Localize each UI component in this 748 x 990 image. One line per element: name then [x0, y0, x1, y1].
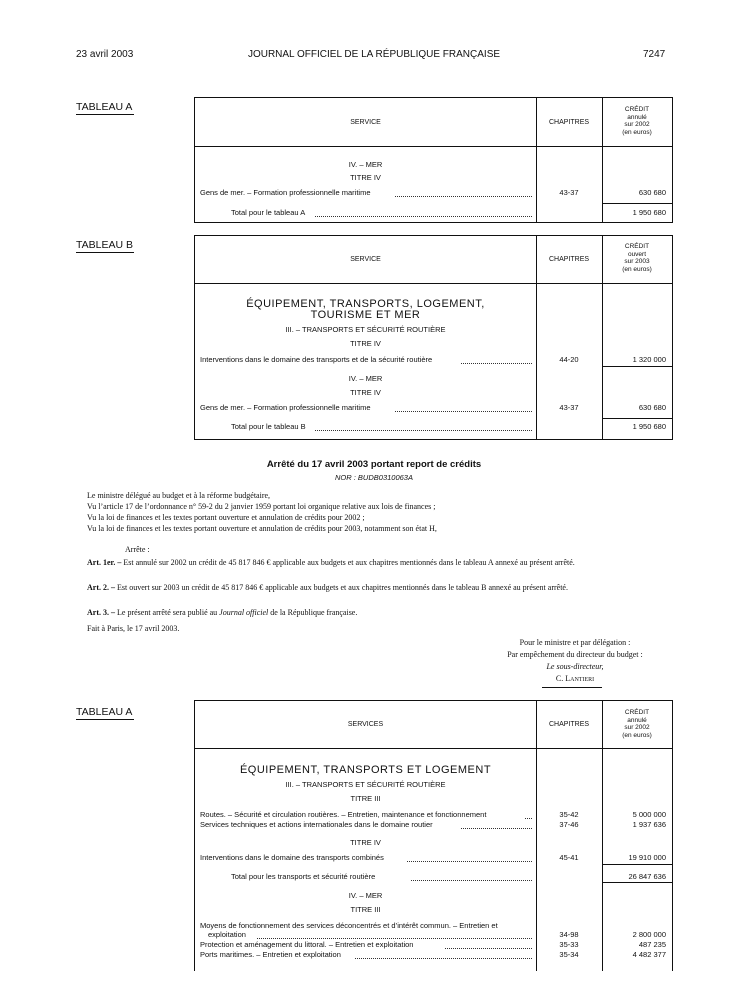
row-value: 1 320 000	[632, 355, 666, 364]
section-mer: IV. – MER	[348, 374, 383, 383]
intro-line: Vu la loi de finances et les textes portant ouverture et annulation de crédits pour 2003, notamment son état H,	[87, 524, 437, 533]
titre-iv: TITRE IV	[350, 838, 381, 847]
row-value: 19 910 000	[628, 853, 666, 862]
row-value: 4 482 377	[632, 950, 666, 959]
section-mer: IV. – MER	[348, 160, 383, 169]
row-chapitre: 35-42	[559, 810, 579, 819]
row-label: Moyens de fonctionnement des services déconcentrés et d’intérêt commun. – Entretien et	[200, 921, 498, 930]
col-credit: CRÉDIT ouvert sur 2003 (en euros)	[622, 243, 652, 273]
fait-a-paris: Fait à Paris, le 17 avril 2003.	[87, 624, 180, 633]
row-chapitre: 37-46	[559, 820, 579, 829]
row-label: Interventions dans le domaine des transports combinés	[200, 853, 384, 862]
section-mer: IV. – MER	[348, 891, 383, 900]
signatory-name: C. Lantieri	[555, 674, 595, 683]
row-chapitre: 43-37	[559, 188, 579, 197]
titre-iv: TITRE IV	[350, 388, 381, 397]
arrete-title: Arrêté du 17 avril 2003 portant report de crédits	[266, 459, 482, 470]
row-value: 5 000 000	[632, 810, 666, 819]
row-chapitre: 43-37	[559, 403, 579, 412]
col-service: SERVICES	[347, 721, 384, 728]
signature-line: Le sous-directeur,	[546, 662, 604, 671]
article-2: Art. 2. – Est ouvert sur 2003 un crédit de 45 817 846 € applicable aux budgets et aux chapitres mentionnés dans le tableau B annexé au présent arrêté.	[87, 583, 568, 592]
total-label: Total pour le tableau A	[231, 208, 306, 217]
total-value: 1 950 680	[632, 208, 666, 217]
col-chapitres: CHAPITRES	[548, 721, 590, 728]
table-b	[194, 235, 673, 440]
row-chapitre: 44-20	[559, 355, 579, 364]
header-date: 23 avril 2003	[76, 49, 134, 60]
intro-line: Vu l’article 17 de l’ordonnance n° 59-2 du 2 janvier 1959 portant loi organique relative aux lois de finances ;	[87, 502, 436, 511]
arrete-word: Arrête :	[125, 545, 150, 554]
signature-rule	[542, 687, 602, 688]
col-credit: CRÉDIT annulé sur 2002 (en euros)	[622, 106, 652, 136]
arrete-nor: NOR : BUDB0310063A	[335, 473, 413, 482]
row-label: Routes. – Sécurité et circulation routières. – Entretien, maintenance et fonctionnement	[200, 810, 487, 819]
titre-iv: TITRE IV	[350, 339, 381, 348]
total-value: 26 847 636	[628, 872, 666, 881]
titre-iv: TITRE IV	[350, 173, 381, 182]
table-a1	[194, 97, 673, 223]
row-label: Ports maritimes. – Entretien et exploitation	[200, 950, 341, 959]
row-chapitre: 35-34	[559, 950, 579, 959]
intro-line: Vu la loi de finances et les textes portant ouverture et annulation de crédits pour 2002 ;	[87, 513, 365, 522]
row-chapitre: 35-33	[559, 940, 579, 949]
col-service: SERVICE	[350, 256, 381, 263]
table-a2	[194, 700, 673, 971]
col-credit: CRÉDIT annulé sur 2002 (en euros)	[622, 709, 652, 739]
row-value: 630 680	[638, 403, 666, 412]
col-service: SERVICE	[350, 119, 381, 126]
col-chapitres: CHAPITRES	[548, 256, 590, 263]
article-1: Art. 1er. – Est annulé sur 2002 un crédit de 45 817 846 € applicable aux budgets et aux chapitres mentionnés dans le tableau A annexé au présent arrêté.	[87, 558, 575, 567]
table-a1-label: TABLEAU A	[76, 101, 133, 113]
intro-line: Le ministre délégué au budget et à la réforme budgétaire,	[87, 491, 271, 500]
row-label: Protection et aménagement du littoral. – Entretien et exploitation	[200, 940, 414, 949]
row-label: Services techniques et actions internationales dans le domaine routier	[200, 820, 433, 829]
row-label: Interventions dans le domaine des transports et de la sécurité routière	[200, 355, 433, 364]
row-label: Gens de mer. – Formation professionnelle maritime	[200, 403, 371, 412]
total-label: Total pour les transports et sécurité routière	[231, 872, 376, 881]
total-label: Total pour le tableau B	[231, 422, 306, 431]
section-transports: III. – TRANSPORTS ET SÉCURITÉ ROUTIÈRE	[285, 780, 446, 789]
total-value: 1 950 680	[632, 422, 666, 431]
row-value: 1 937 636	[632, 820, 666, 829]
row-value: 2 800 000	[632, 930, 666, 939]
row-chapitre: 45-41	[559, 853, 579, 862]
row-label: Gens de mer. – Formation professionnelle maritime	[200, 188, 371, 197]
table-a2-label: TABLEAU A	[76, 706, 133, 718]
row-value: 487 235	[638, 940, 666, 949]
journal-title: JOURNAL OFFICIEL DE LA RÉPUBLIQUE FRANÇAISE	[247, 49, 501, 60]
row-chapitre: 34-98	[559, 930, 579, 939]
signature-line: Pour le ministre et par délégation :	[519, 638, 631, 647]
signature-line: Par empêchement du directeur du budget :	[507, 650, 643, 659]
table-b-label: TABLEAU B	[76, 239, 133, 251]
titre-iii: TITRE III	[350, 905, 381, 914]
section-transports: III. – TRANSPORTS ET SÉCURITÉ ROUTIÈRE	[285, 325, 446, 334]
ministry-title: ÉQUIPEMENT, TRANSPORTS ET LOGEMENT	[239, 764, 492, 776]
row-label-cont: exploitation	[208, 930, 246, 939]
ministry-title: ÉQUIPEMENT, TRANSPORTS, LOGEMENT, TOURISME ET MER	[246, 298, 485, 321]
col-chapitres: CHAPITRES	[548, 119, 590, 126]
row-value: 630 680	[638, 188, 666, 197]
titre-iii: TITRE III	[350, 794, 381, 803]
article-3: Art. 3. – Le présent arrêté sera publié au Journal officiel de la République française.	[87, 608, 358, 617]
page-number: 7247	[643, 49, 666, 60]
